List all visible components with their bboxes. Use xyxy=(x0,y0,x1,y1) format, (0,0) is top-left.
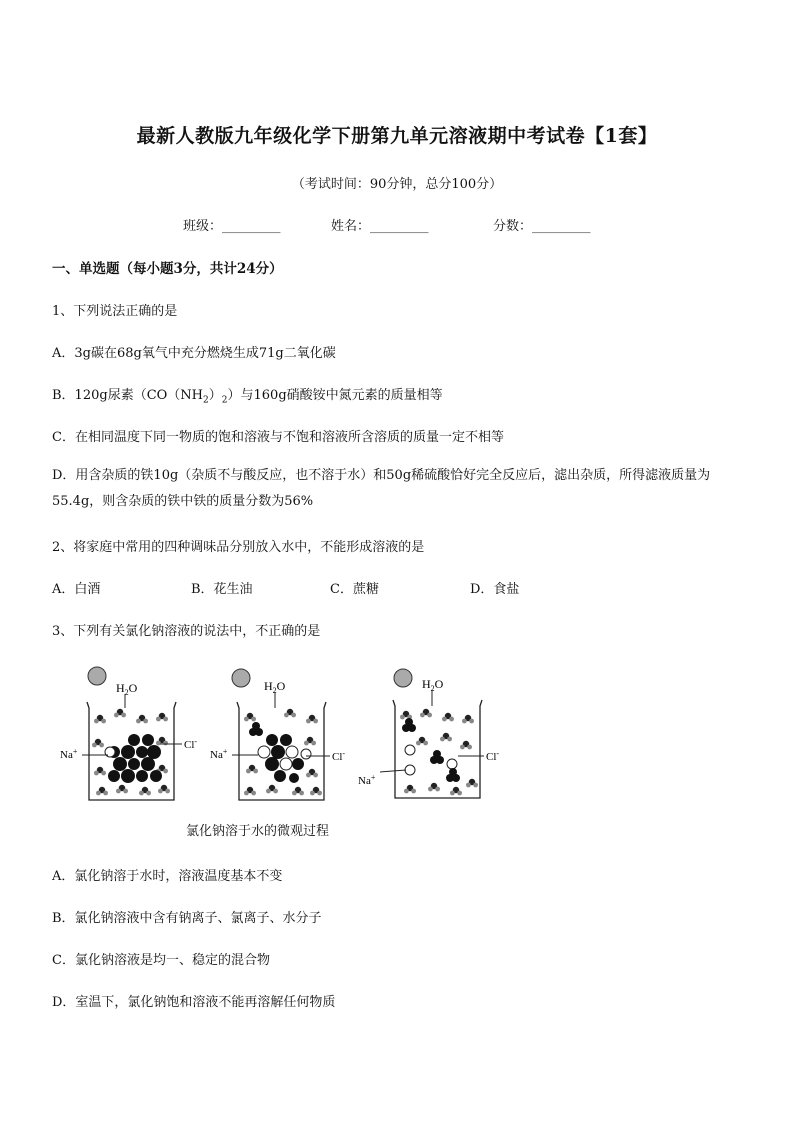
q2-option-b: B．花生油 xyxy=(191,582,253,597)
q3-option-c: C．氯化钠溶液是均一、稳定的混合物 xyxy=(52,953,270,968)
class-field: 班级：_________ xyxy=(183,219,281,234)
q2-option-d: D．食盐 xyxy=(470,582,520,597)
section-title: 一、单选题（每小题3分，共计24分） xyxy=(52,261,283,277)
q1-option-d: D．用含杂质的铁10g（杂质不与酸反应，也不溶于水）和50g稀硫酸恰好完全反应后，滤出杂质，所得滤液质量为55.4g，则含杂质的铁中铁的质量分数为56% xyxy=(52,468,711,509)
cl-label-3: Cl- xyxy=(486,749,500,763)
beaker-2 xyxy=(210,669,345,800)
h2o-label-1: $H_2O$ xyxy=(116,681,138,697)
q3-option-a: A．氯化钠溶于水时，溶液温度基本不变 xyxy=(52,869,283,884)
na-label-1: Na+ xyxy=(60,747,78,761)
beaker-3 xyxy=(358,669,499,798)
q1-option-a: A．3g碳在68g氧气中充分燃烧生成71g二氧化碳 xyxy=(52,346,336,361)
q3-option-d: D．室温下，氯化钠饱和溶液不能再溶解任何物质 xyxy=(52,995,336,1010)
q3-option-b: B．氯化钠溶液中含有钠离子、氯离子、水分子 xyxy=(52,911,322,926)
na-label-2: Na+ xyxy=(210,747,228,761)
name-field: 姓名：_________ xyxy=(331,219,429,234)
exam-info: （考试时间：90分钟，总分100分） xyxy=(291,177,503,192)
q1-stem: 1、下列说法正确的是 xyxy=(52,304,178,319)
cl-label-1: Cl- xyxy=(184,737,198,751)
cl-label-2: Cl- xyxy=(332,749,346,763)
score-field: 分数：_________ xyxy=(493,219,591,234)
beaker-1 xyxy=(60,667,197,800)
q2-stem: 2、将家庭中常用的四种调味品分别放入水中，不能形成溶液的是 xyxy=(52,540,425,555)
q3-stem: 3、下列有关氯化钠溶液的说法中，不正确的是 xyxy=(52,624,321,639)
page-title: 最新人教版九年级化学下册第九单元溶液期中考试卷【1套】 xyxy=(136,125,658,147)
q1-option-b: B．120g尿素$(CO(NH_2)_2)$与160g硝酸铵中氮元素的质量相等 xyxy=(52,388,443,406)
nacl-dissolution-diagram xyxy=(50,660,520,810)
q1-option-c: C．在相同温度下同一物质的饱和溶液与不饱和溶液所含溶质的质量一定不相等 xyxy=(52,430,504,445)
na-label-3: Na+ xyxy=(358,773,376,787)
q2-option-a: A．白酒 xyxy=(52,582,101,597)
q2-option-c: C．蔗糖 xyxy=(330,582,379,597)
h2o-label-2: $H_2O$ xyxy=(264,679,286,695)
h2o-label-3: $H_2O$ xyxy=(422,677,444,693)
figure-caption: 氯化钠溶于水的微观过程 xyxy=(186,824,330,839)
